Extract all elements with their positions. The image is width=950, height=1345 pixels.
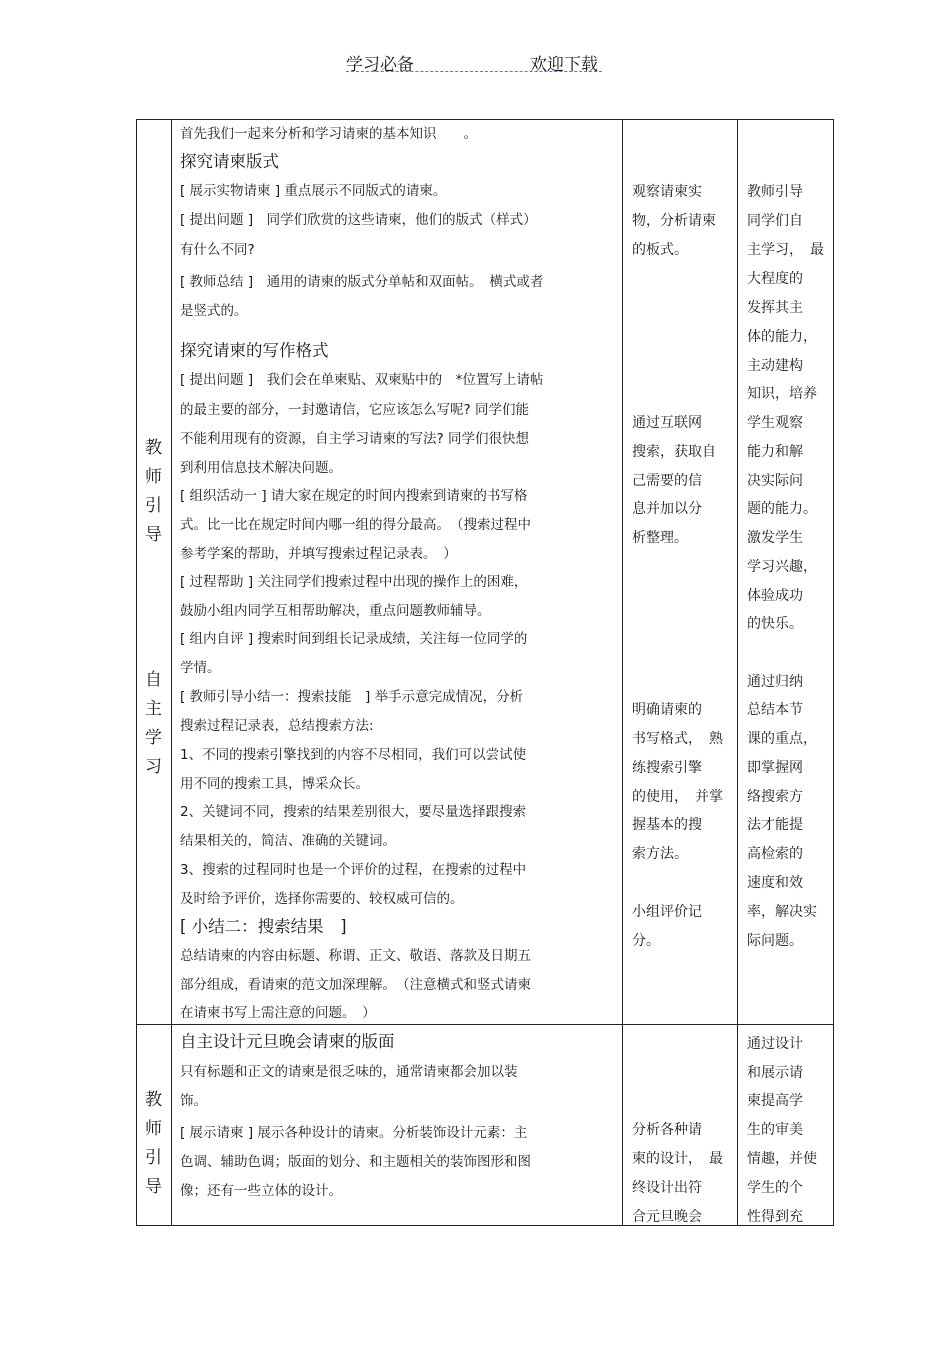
- student-line: 通过互联网: [632, 415, 702, 431]
- process-line: 色调、辅助色调；版面的划分、和主题相关的装饰图形和图: [180, 1154, 531, 1170]
- section-heading: 探究请柬版式: [180, 152, 279, 171]
- header-right-text: 欢迎下载: [530, 55, 598, 75]
- process-line: 结果相关的，简洁、准确的关键词。: [180, 833, 396, 849]
- row2-label: [136, 1086, 171, 1202]
- process-line: 式。比一比在规定时间内哪一组的得分最高。 （搜索过程中: [180, 517, 531, 533]
- intent-line: 通过设计: [747, 1036, 803, 1052]
- process-line: 有什么不同?: [180, 242, 255, 258]
- col-divider-2: [622, 119, 623, 1226]
- student-line: 握基本的搜: [632, 817, 702, 833]
- intent-line: 课的重点，: [747, 731, 817, 747]
- intent-line: 际问题。: [747, 933, 803, 949]
- row2-label-char: 师: [145, 1119, 162, 1139]
- intent-line: 体验成功: [747, 588, 803, 604]
- process-line: 的最主要的部分，一封邀请信，它应该怎么写呢? 同学们能: [180, 402, 529, 418]
- process-line: 2、关键词不同，搜索的结果差别很大，要尽量选择跟搜索: [180, 804, 527, 820]
- intent-line: 学生的个: [747, 1180, 803, 1196]
- intent-line: 学习兴趣，: [747, 559, 817, 575]
- row-divider: [136, 1024, 834, 1025]
- table-top-border: [136, 119, 834, 120]
- intent-line: 和展示请: [747, 1065, 803, 1081]
- intent-line: 通过归纳: [747, 674, 803, 690]
- student-line: 明确请柬的: [632, 702, 702, 718]
- intent-line: 发挥其主: [747, 300, 803, 316]
- row1-label-char: 引: [145, 496, 162, 516]
- intent-line: 能力和解: [747, 444, 803, 460]
- intent-line: 体的能力，: [747, 329, 817, 345]
- row1-label-bottom: [136, 666, 171, 782]
- intent-line: 法才能提: [747, 817, 803, 833]
- table-right-border: [833, 119, 834, 1226]
- page-header: [0, 46, 950, 76]
- intent-line: 络搜索方: [747, 789, 803, 805]
- student-line: 的使用， 并掌: [632, 789, 723, 805]
- process-line: [ 提出问题 ] 同学们欣赏的这些请柬，他们的版式（样式）: [180, 212, 537, 228]
- intent-line: 总结本节: [747, 702, 803, 718]
- student-line: 柬的设计， 最: [632, 1151, 723, 1167]
- process-line: 3、搜索的过程同时也是一个评价的过程，在搜索的过程中: [180, 862, 527, 878]
- student-line: 练搜索引擎: [632, 760, 702, 776]
- intent-line: 知识，培养: [747, 386, 817, 402]
- row2-label-char: 导: [145, 1177, 162, 1197]
- row1-label-char: 学: [145, 728, 162, 748]
- process-line: 鼓励小组内同学互相帮助解决，重点问题教师辅导。: [180, 603, 491, 619]
- row1-label-char: 师: [145, 467, 162, 487]
- process-line: [ 展示请柬 ] 展示各种设计的请柬。分析装饰设计元素：主: [180, 1125, 528, 1141]
- col-divider-3: [737, 119, 738, 1226]
- student-line: 搜索，获取自: [632, 444, 716, 460]
- student-line: 小组评价记: [632, 904, 702, 920]
- process-line: 学情。: [180, 660, 221, 676]
- student-line: 书写格式， 熟: [632, 731, 723, 747]
- intent-line: 题的能力。: [747, 501, 817, 517]
- process-line: [ 教师引导小结一：搜索技能 ] 举手示意完成情况，分析: [180, 689, 524, 705]
- intent-line: 生的审美: [747, 1122, 803, 1138]
- process-line: 搜索过程记录表，总结搜索方法:: [180, 718, 374, 734]
- lesson-table: [136, 119, 834, 1226]
- section-heading: 自主设计元旦晚会请柬的版面: [180, 1032, 395, 1051]
- intent-line: 即掌握网: [747, 760, 803, 776]
- process-line: [ 组内自评 ] 搜索时间到组长记录成绩，关注每一位同学的: [180, 631, 528, 647]
- intent-line: 同学们自: [747, 213, 803, 229]
- student-line: 观察请柬实: [632, 184, 702, 200]
- process-line: 是竖式的。: [180, 303, 248, 319]
- process-line: [ 过程帮助 ] 关注同学们搜索过程中出现的操作上的困难，: [180, 574, 528, 590]
- process-line: 饰。: [180, 1093, 207, 1109]
- intent-line: 主学习， 最: [747, 242, 824, 258]
- intent-line: 性得到充: [747, 1209, 803, 1225]
- row1-label-top: [136, 434, 171, 550]
- row1-label-char: 导: [145, 525, 162, 545]
- row1-label-char: 教: [145, 438, 162, 458]
- intent-line: 教师引导: [747, 184, 803, 200]
- intent-line: 速度和效: [747, 875, 803, 891]
- student-line: 己需要的信: [632, 473, 702, 489]
- header-left-text: 学习必备: [346, 55, 414, 75]
- process-line: [ 展示实物请柬 ] 重点展示不同版式的请柬。: [180, 183, 447, 199]
- process-line: 参考学案的帮助，并填写搜索过程记录表。 ）: [180, 546, 457, 562]
- process-line: 部分组成，看请柬的范文加深理解。 （注意横式和竖式请柬: [180, 977, 531, 993]
- col-divider-1: [171, 119, 172, 1226]
- intent-line: 的快乐。: [747, 616, 803, 632]
- intent-line: 学生观察: [747, 415, 803, 431]
- student-line: 物，分析请柬: [632, 213, 716, 229]
- row2-label-char: 引: [145, 1148, 162, 1168]
- process-line: 用不同的搜索工具，博采众长。: [180, 776, 369, 792]
- intent-line: 情趣，并使: [747, 1151, 817, 1167]
- process-line: 不能利用现有的资源，自主学习请柬的写法? 同学们很快想: [180, 431, 529, 447]
- process-line: 首先我们一起来分析和学习请柬的基本知识 。: [180, 126, 477, 142]
- student-line: 终设计出符: [632, 1180, 702, 1196]
- intent-line: 高检索的: [747, 846, 803, 862]
- row1-label-char: 习: [145, 757, 162, 777]
- row1-label-char: 自: [145, 670, 162, 690]
- intent-line: 柬提高学: [747, 1093, 803, 1109]
- student-line: 息并加以分: [632, 501, 702, 517]
- section-heading: 探究请柬的写作格式: [180, 341, 329, 360]
- header-divider: [346, 71, 602, 72]
- intent-line: 激发学生: [747, 530, 803, 546]
- process-line: 及时给予评价，选择你需要的、较权威可信的。: [180, 891, 464, 907]
- process-line: [ 提出问题 ] 我们会在单柬贴、双柬贴中的 *位置写上请帖: [180, 372, 544, 388]
- row2-label-char: 教: [145, 1090, 162, 1110]
- process-line: 1、不同的搜索引擎找到的内容不尽相同，我们可以尝试使: [180, 747, 527, 763]
- process-line: 像；还有一些立体的设计。: [180, 1183, 342, 1199]
- student-line: 分析各种请: [632, 1122, 702, 1138]
- process-line: 在请柬书写上需注意的问题。 ）: [180, 1005, 376, 1021]
- process-line: 到利用信息技术解决问题。: [180, 460, 342, 476]
- student-line: 析整理。: [632, 530, 688, 546]
- row1-label-char: 主: [145, 699, 162, 719]
- student-line: 分。: [632, 933, 660, 949]
- process-line: 总结请柬的内容由标题、称谓、正文、敬语、落款及日期五: [180, 948, 531, 964]
- student-line: 合元旦晚会: [632, 1209, 702, 1225]
- intent-line: 决实际问: [747, 473, 803, 489]
- process-line: [ 小结二：搜索结果 ]: [180, 917, 347, 936]
- student-line: 索方法。: [632, 846, 688, 862]
- intent-line: 率，解决实: [747, 904, 817, 920]
- student-line: 的板式。: [632, 242, 688, 258]
- intent-line: 主动建构: [747, 358, 803, 374]
- process-line: [ 组织活动一 ] 请大家在规定的时间内搜索到请柬的书写格: [180, 488, 528, 504]
- process-line: 只有标题和正文的请柬是很乏味的，通常请柬都会加以装: [180, 1064, 518, 1080]
- table-bottom-border: [136, 1225, 834, 1226]
- process-line: [ 教师总结 ] 通用的请柬的版式分单帖和双面帖。 横式或者: [180, 274, 544, 290]
- intent-line: 大程度的: [747, 271, 803, 287]
